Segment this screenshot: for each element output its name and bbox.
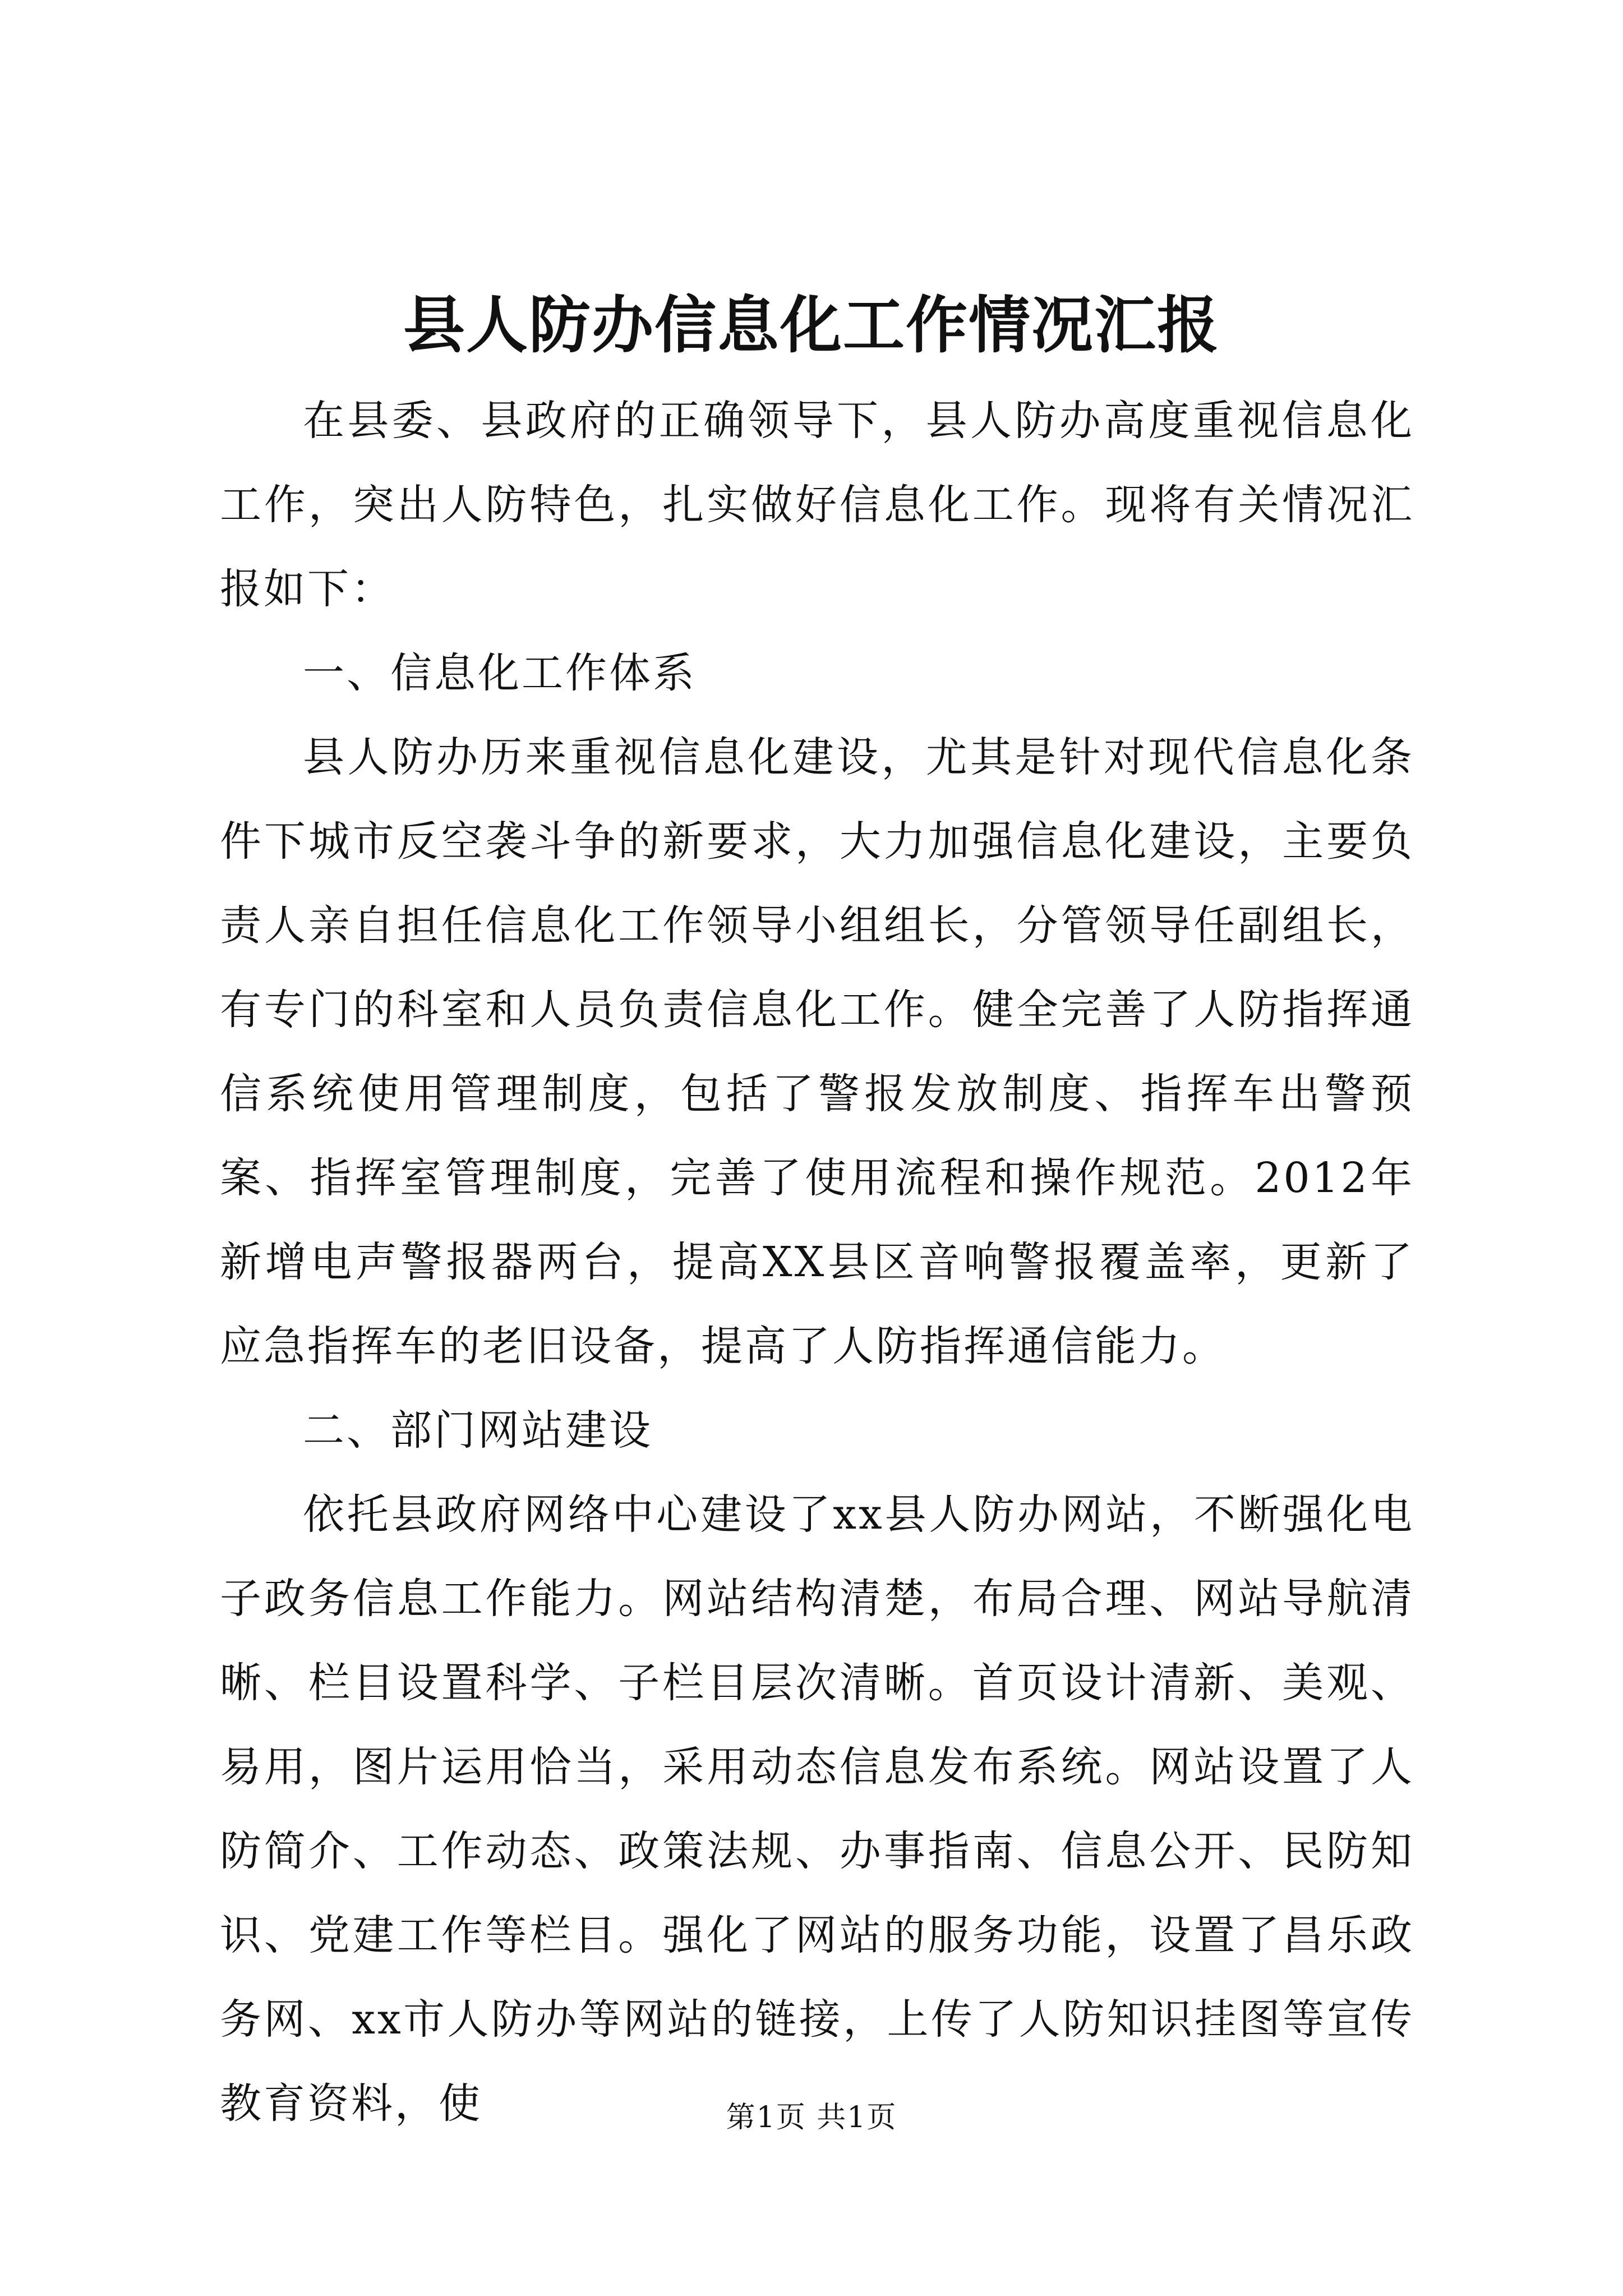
intro-paragraph: 在县委、县政府的正确领导下，县人防办高度重视信息化工作，突出人防特色，扎实做好信息化工作。现将有关情况汇报如下： <box>220 397 1414 613</box>
section-heading-1: 一、信息化工作体系 <box>303 649 697 697</box>
section-2-paragraph: 依托县政府网络中心建设了xx县人防办网站，不断强化电子政务信息工作能力。网站结构清楚，布局合理、网站导航清晰、栏目设置科学、子栏目层次清晰。首页设计清新、美观、易用，图片运用恰当，采用动态信息发布系统。网站设置了人防简介、工作动态、政策法规、办事指南、信息公开、民防知识、党建工作等栏目。强化了网站的服务功能，设置了昌乐政务网、xx市人防办等网站的链接，上传了人防知识挂图等宣传教育资料，使 <box>220 1490 1414 2128</box>
document-title: 县人防办信息化工作情况汇报 <box>403 289 1220 361</box>
section-1-paragraph: 县人防办历来重视信息化建设，尤其是针对现代信息化条件下城市反空袭斗争的新要求，大力加强信息化建设，主要负责人亲自担任信息化工作领导小组组长，分管领导任副组长，有专门的科室和人员负责信息化工作。健全完善了人防指挥通信系统使用管理制度，包括了警报发放制度、指挥车出警预案、指挥室管理制度，完善了使用流程和操作规范。2012年新增电声警报器两台，提高XX县区音响警报覆盖率，更新了应急指挥车的老旧设备，提高了人防指挥通信能力。 <box>220 733 1414 1370</box>
document-body <box>220 379 1414 2146</box>
section-heading-2: 二、部门网站建设 <box>303 1406 653 1455</box>
page-number-footer: 第1页 共1页 <box>726 2101 897 2134</box>
